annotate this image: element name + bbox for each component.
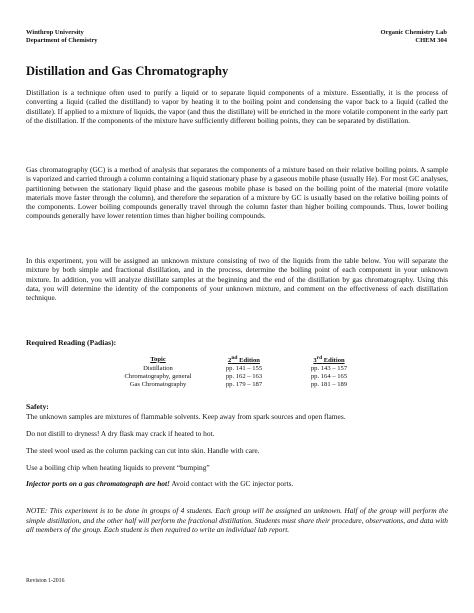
column-2nd-edition: 2nd Edition <box>228 355 260 365</box>
safety-item-steel-wool: The steel wool used as the column packing can cut into skin. Handle with care. <box>26 446 260 455</box>
paragraph-gas-chromatography: Gas chromatography (GC) is a method of analysis that separates the components of a mixture based on their relative boiling points. A sample is vaporized and carried through a column containing a liquid stationary phase by a gaseous mobile phase (usually He). For most GC analyses, partitioning between the stationary liquid phase and the gaseous mobile phase is based on the boiling point of the material (more volatile materials move faster through the column), and therefore the separation of a mixture by GC is usually based on the relative boiling points of the components. Lower boiling compounds generally travel through the column faster than higher boiling compounds. Thus, lower boiling compounds generally have lower retention times than higher boiling compounds. <box>26 165 448 221</box>
course-code: CHEM 304 <box>415 37 447 44</box>
reading-table-header <box>116 354 370 365</box>
column-3rd-edition: 3rd Edition <box>313 355 345 365</box>
header-left <box>26 29 97 45</box>
safety-item-flammable: The unknown samples are mixtures of flammable solvents. Keep away from spark sources and open flames. <box>26 412 346 421</box>
ed2-pages-cell: pp. 162 – 163 <box>225 373 263 381</box>
revision-footer: Revision 1-2016 <box>26 578 65 584</box>
safety-item-dryness: Do not distill to dryness! A dry flask may crack if heated to hot. <box>26 429 215 438</box>
safety-warning-injector <box>26 479 293 488</box>
topic-cell: Distillation <box>143 365 173 373</box>
department-name: Department of Chemistry <box>26 37 98 44</box>
ed2-pages-cell: pp. 179 – 187 <box>225 381 263 389</box>
paragraph-distillation: Distillation is a technique often used to purify a liquid or to separate liquid components of a mixture. Essentially, it is the process of converting a liquid (called the distilland) to vapor by heating it to the boiling point and condensing the vapor back to a liquid (called the distillate). If applied to a mixture of liquids, the vapor (and thus the distillate) will be enriched in the more volatile component in the early part of the distillation. If the components of the mixture have sufficiently different boiling points, they can be separated by distillation. <box>26 88 448 125</box>
table-row <box>116 365 370 373</box>
injector-warning-text: Avoid contact with the GC injector ports. <box>169 479 294 488</box>
column-topic: Topic <box>150 355 166 363</box>
ed3-pages-cell: pp. 143 – 157 <box>310 365 348 373</box>
topic-cell: Gas Chromatography <box>129 381 187 389</box>
reading-table <box>116 354 370 389</box>
injector-warning-bold: Injector ports on a gas chromatograph are hot! <box>26 479 170 488</box>
course-name: Organic Chemistry Lab <box>380 29 447 36</box>
table-row <box>116 373 370 381</box>
page-title: Distillation and Gas Chromatography <box>26 64 229 78</box>
safety-heading: Safety: <box>26 402 49 411</box>
header-right <box>381 29 447 45</box>
topic-cell: Chromatography, general <box>124 373 192 381</box>
ed3-pages-cell: pp. 164 – 165 <box>310 373 348 381</box>
table-row <box>116 381 370 389</box>
ed2-pages-cell: pp. 141 – 155 <box>225 365 263 373</box>
university-name: Winthrop University <box>26 29 84 36</box>
required-reading-heading: Required Reading (Padias): <box>26 338 117 347</box>
ed3-pages-cell: pp. 181 – 189 <box>310 381 348 389</box>
paragraph-experiment: In this experiment, you will be assigned an unknown mixture consisting of two of the liquids from the table below. You will separate the mixture by both simple and fractional distillation, and in the process, determine the boiling point of each component in your unknown mixture. In addition, you will analyze distillate samples at the beginning and the end of the distillation by gas chromatography. Using this data, you will determine the identity of the components of your unknown mixture, and comment on the effectiveness of each distillation technique. <box>26 256 448 303</box>
group-note: NOTE: This experiment is to be done in groups of 4 students. Each group will be assigned an unknown. Half of the group will perform the simple distillation, and the other half will perform the fractional distillation. Students must share their procedure, observations, and data with all members of the group. Each student is then required to write an individual lab report. <box>26 506 448 535</box>
safety-item-boiling-chip: Use a boiling chip when heating liquids to prevent “bumping” <box>26 463 210 472</box>
